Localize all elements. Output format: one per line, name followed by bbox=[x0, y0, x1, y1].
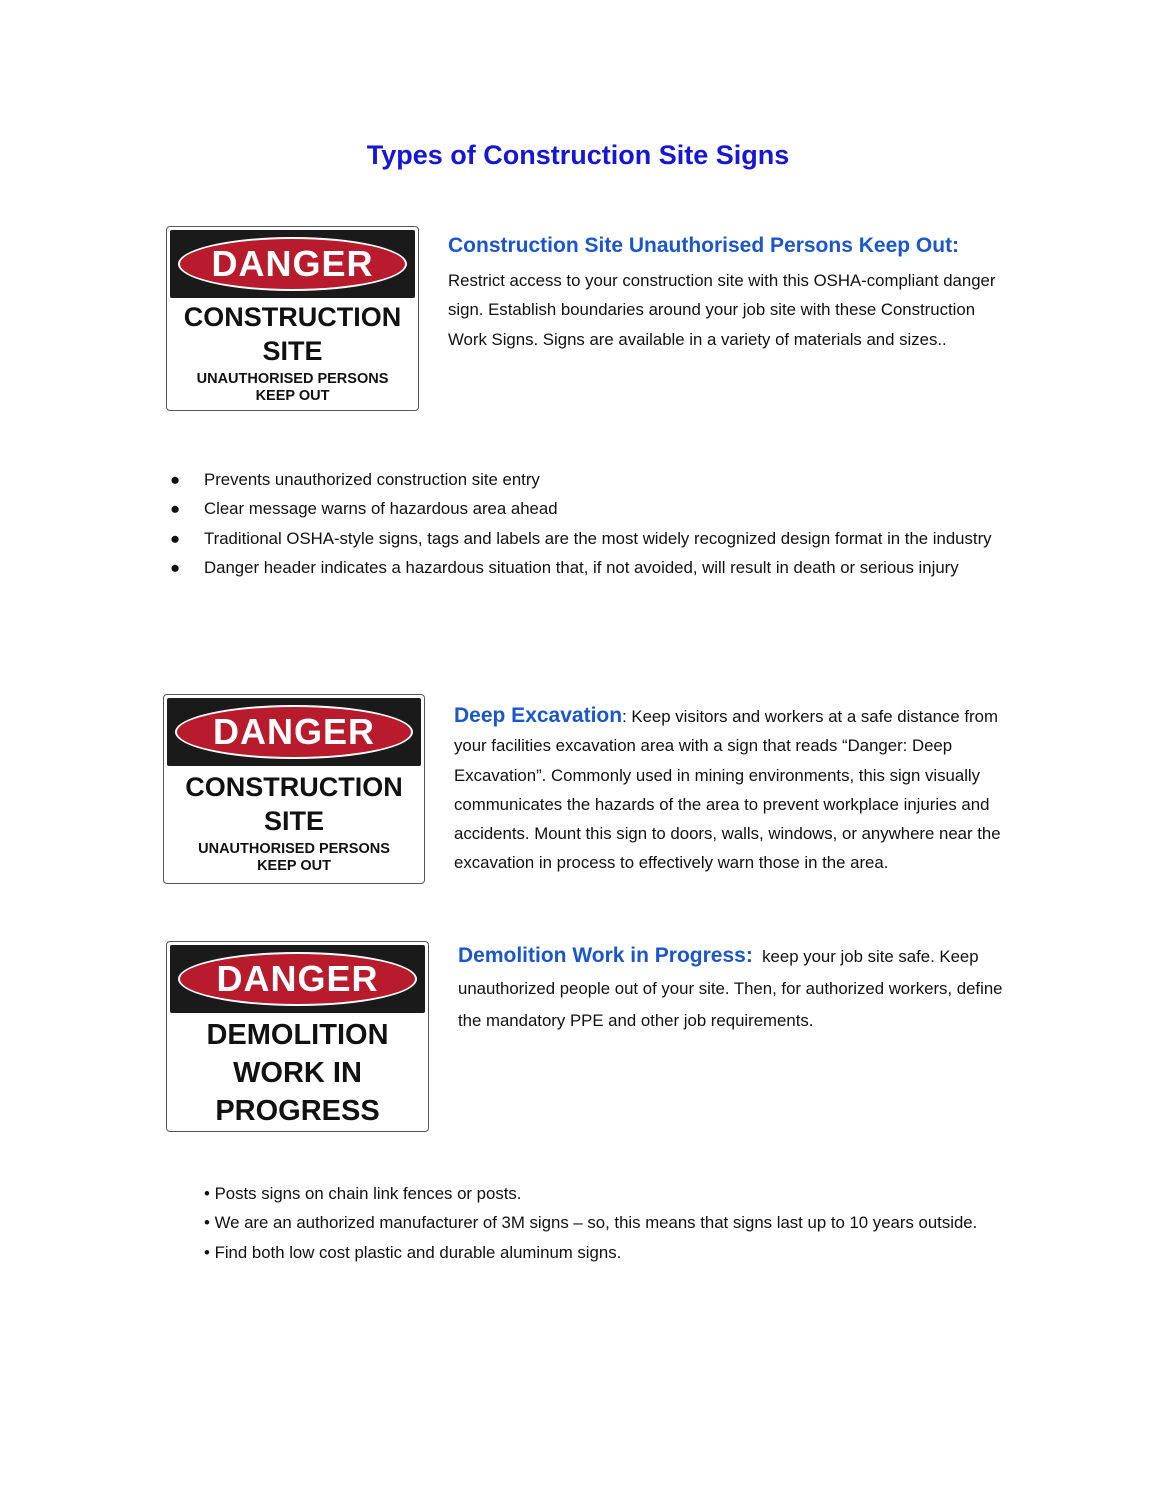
list-item bbox=[170, 494, 1020, 523]
list-item bbox=[204, 1179, 1024, 1208]
bullet-text: Danger header indicates a hazardous situation that, if not avoided, will result in death or serious injury bbox=[204, 557, 959, 577]
section3-body: keep your job site safe. Keep unauthorized people out of your site. Then, for authorized workers, define the mandatory PPE and other job requirements. bbox=[458, 947, 1003, 1030]
bullet-text: Posts signs on chain link fences or posts. bbox=[214, 1184, 522, 1203]
sign-text: CONSTRUCTION bbox=[185, 772, 403, 802]
bullet-text: Traditional OSHA-style signs, tags and labels are the most widely recognized design format in the industry bbox=[204, 528, 992, 548]
bullet-icon: • bbox=[204, 1242, 210, 1262]
bullet-icon: • bbox=[204, 1184, 210, 1203]
bullet-icon: ● bbox=[170, 557, 181, 577]
list-item bbox=[204, 1238, 1024, 1267]
bullet-text: We are an authorized manufacturer of 3M signs – so, this means that signs last up to 10 years outside. bbox=[214, 1213, 978, 1233]
list-item bbox=[170, 465, 1020, 494]
danger-sign-deep-excavation bbox=[163, 694, 425, 884]
bullet-icon: ● bbox=[170, 499, 181, 519]
sign-header: DANGER bbox=[178, 952, 417, 1006]
section3-heading: Demolition Work in Progress: bbox=[458, 944, 753, 967]
sign-text: CONSTRUCTION bbox=[183, 302, 402, 332]
sign-header: DANGER bbox=[175, 705, 413, 759]
bullet-icon: ● bbox=[170, 528, 181, 548]
bullet-text: Clear message warns of hazardous area ahead bbox=[204, 499, 558, 519]
bullet-icon: • bbox=[204, 1213, 210, 1233]
bullet-icon: ● bbox=[170, 470, 181, 489]
sign-text: WORK IN bbox=[233, 1057, 362, 1089]
danger-sign-construction-site bbox=[166, 226, 419, 411]
bullet-text: Prevents unauthorized construction site entry bbox=[204, 470, 540, 489]
page-title: Types of Construction Site Signs bbox=[366, 140, 790, 170]
sign-header: DANGER bbox=[178, 237, 407, 291]
sign-subtext: UNAUTHORISED PERSONS bbox=[196, 371, 389, 387]
section1-bullet-list bbox=[170, 465, 1020, 582]
sign-text: PROGRESS bbox=[215, 1095, 380, 1127]
section3-bullet-list bbox=[204, 1179, 1024, 1267]
sign-subtext: KEEP OUT bbox=[257, 858, 331, 874]
sign-text: DEMOLITION bbox=[206, 1019, 389, 1051]
list-item bbox=[204, 1208, 1024, 1237]
section3-text bbox=[458, 940, 1018, 1037]
section1-body: Restrict access to your construction site with this OSHA-compliant danger sign. Establish boundaries around your job site with these Construction Work Signs. Signs are available in a variety of materials and sizes.. bbox=[448, 271, 996, 349]
sign-text: SITE bbox=[262, 336, 323, 366]
section1-heading: Construction Site Unauthorised Persons Keep Out: bbox=[448, 234, 960, 257]
list-item bbox=[170, 524, 1020, 553]
sign-subtext: KEEP OUT bbox=[255, 388, 330, 404]
sign-text: SITE bbox=[263, 806, 324, 836]
danger-sign-demolition bbox=[166, 941, 429, 1132]
section2-body: : Keep visitors and workers at a safe distance from your facilities excavation area with a sign that reads “Danger: Deep Excavation”. Commonly used in mining environments, this sign visually communicates the hazards of the area to prevent workplace injuries and accidents. Mount this sign to doors, walls, windows, or anywhere near the excavation in process to effectively warn those in the area. bbox=[454, 707, 1001, 873]
section2-text bbox=[454, 701, 1024, 878]
list-item bbox=[170, 553, 1020, 582]
bullet-text: Find both low cost plastic and durable aluminum signs. bbox=[214, 1242, 622, 1262]
section2-heading: Deep Excavation bbox=[454, 704, 623, 727]
sign-subtext: UNAUTHORISED PERSONS bbox=[198, 841, 390, 857]
